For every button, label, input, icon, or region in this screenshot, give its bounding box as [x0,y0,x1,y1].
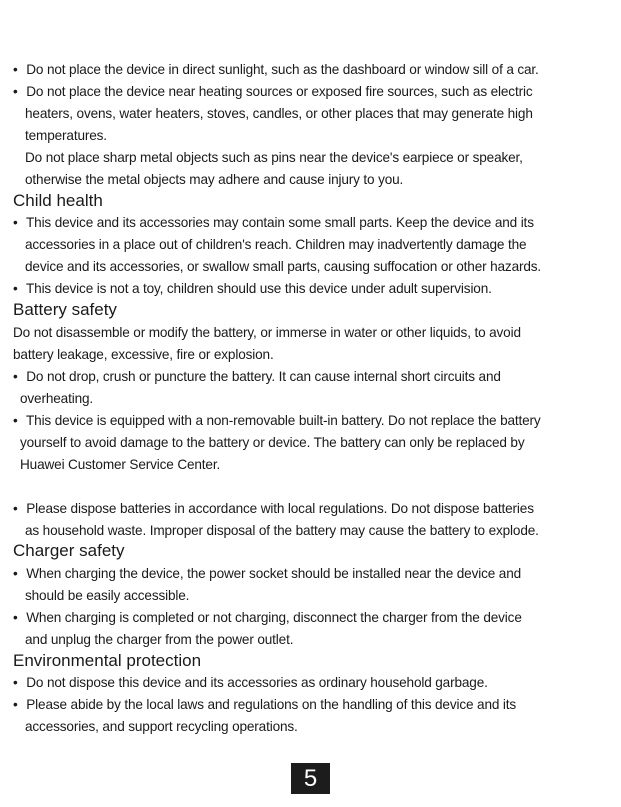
line-text: Please dispose batteries in accordance with local regulations. Do not dispose batteries [26,501,534,516]
line-text: Do not dispose this device and its accessories as ordinary household garbage. [26,675,488,690]
bullet-dot: • [13,215,18,230]
bullet-dot: • [13,369,18,384]
bullet-dot: • [13,62,18,77]
line-text: Huawei Customer Service Center. [20,457,221,472]
bullet-dot: • [13,84,18,99]
list-item [13,59,539,81]
section-heading-child-health: Child health [13,191,103,210]
line-text: and unplug the charger from the power outlet. [25,632,294,647]
section-heading-battery-safety: Battery safety [13,300,117,319]
list-item [13,563,521,585]
line-text: This device is equipped with a non-removable built-in battery. Do not replace the battery [26,413,541,428]
page-number: 5 [291,763,330,794]
list-item [13,212,534,234]
list-item [13,694,516,716]
line-text: battery leakage, excessive, fire or explosion. [13,347,274,362]
line-text: This device and its accessories may contain some small parts. Keep the device and its [26,215,534,230]
bullet-dot: • [13,675,18,690]
line-text: temperatures. [25,128,107,143]
section-heading-charger-safety: Charger safety [13,541,125,560]
line-text: This device is not a toy, children should use this device under adult supervision. [26,281,492,296]
line-text: When charging the device, the power socket should be installed near the device and [26,566,522,581]
list-item [13,81,532,103]
line-text: otherwise the metal objects may adhere and cause injury to you. [25,172,404,187]
line-text: yourself to avoid damage to the battery or device. The battery can only be replaced by [20,435,525,450]
list-item [13,410,541,432]
bullet-dot: • [13,610,18,625]
line-text: Do not place sharp metal objects such as pins near the device's earpiece or speaker, [25,150,523,165]
line-text: accessories in a place out of children's reach. Children may inadvertently damage the [25,237,527,252]
line-text: When charging is completed or not charging, disconnect the charger from the device [26,610,522,625]
list-item [13,607,522,629]
bullet-dot: • [13,281,18,296]
bullet-dot: • [13,413,18,428]
line-text: as household waste. Improper disposal of the battery may cause the battery to explode. [25,523,539,538]
list-item [13,498,534,520]
line-text: Do not place the device near heating sources or exposed fire sources, such as electric [26,84,533,99]
line-text: device and its accessories, or swallow small parts, causing suffocation or other hazards. [25,259,542,274]
line-text: Do not disassemble or modify the battery, or immerse in water or other liquids, to avoid [13,325,521,340]
line-text: overheating. [20,391,94,406]
line-text: Do not drop, crush or puncture the battery. It can cause internal short circuits and [26,369,501,384]
bullet-dot: • [13,697,18,712]
list-item [13,672,488,694]
line-text: should be easily accessible. [25,588,190,603]
line-text: Please abide by the local laws and regulations on the handling of this device and its [26,697,517,712]
line-text: heaters, ovens, water heaters, stoves, candles, or other places that may generate high [25,106,533,121]
line-text: Do not place the device in direct sunlight, such as the dashboard or window sill of a car. [26,62,539,77]
section-heading-environmental-protection: Environmental protection [13,651,202,670]
list-item [13,278,492,300]
bullet-dot: • [13,501,18,516]
list-item [13,366,501,388]
bullet-dot: • [13,566,18,581]
line-text: accessories, and support recycling operations. [25,719,298,734]
